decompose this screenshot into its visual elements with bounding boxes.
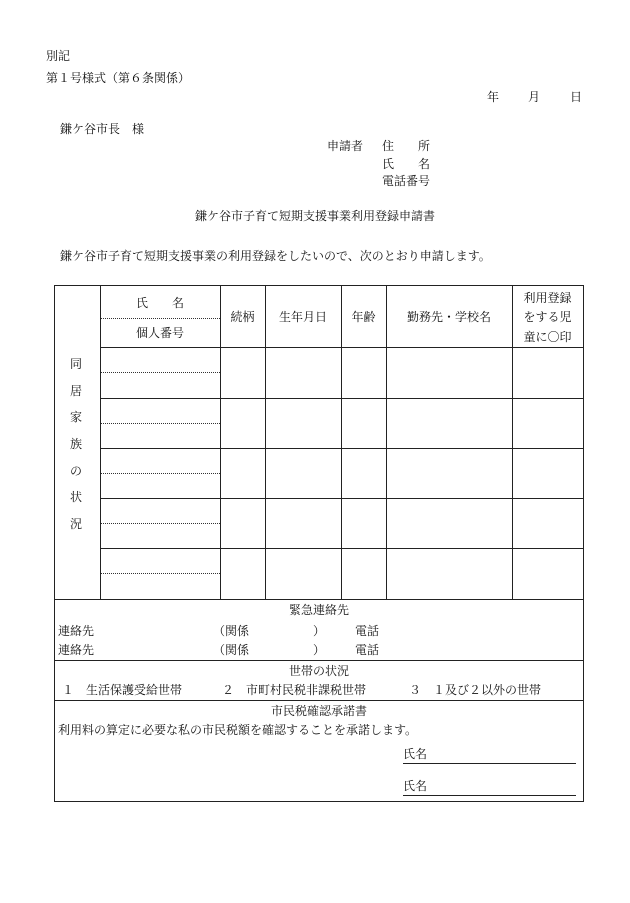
date-year-label: 年	[487, 90, 500, 104]
applicant-phone-label: 電話番号	[382, 174, 431, 188]
col-header-name: 氏 名	[135, 296, 184, 310]
household-heading: 世帯の状況	[288, 664, 349, 678]
emergency-relation-close: ）	[313, 624, 326, 638]
date-month-label: 月	[528, 90, 541, 104]
side-label-char: の	[69, 464, 82, 478]
emergency-relation-open: （関係	[213, 624, 250, 638]
consent-heading: 市民税確認承諾書	[270, 704, 367, 718]
col-header-age: 年齢	[351, 310, 376, 324]
appendix-label: 別記	[46, 49, 71, 63]
side-label-char: 族	[69, 437, 82, 451]
col-header-use-line1: 利用登録	[523, 291, 572, 305]
emergency-heading: 緊急連絡先	[288, 603, 349, 617]
emergency-phone-label: 電話	[355, 624, 380, 638]
side-label-char: 状	[69, 490, 82, 504]
col-header-relation: 続柄	[230, 310, 255, 324]
side-label-char: 同	[69, 357, 82, 371]
emergency-relation-close: ）	[313, 643, 326, 657]
consent-name-line	[403, 763, 576, 764]
emergency-contact-label: 連絡先	[58, 643, 95, 657]
consent-name-label: 氏名	[403, 779, 428, 793]
side-label-char: 家	[69, 410, 82, 424]
col-header-use-line3: 童に〇印	[523, 330, 572, 344]
household-option-2: ２ 市町村民税非課税世帯	[222, 683, 367, 697]
applicant-address-label: 住 所	[382, 139, 431, 153]
col-header-birthdate: 生年月日	[278, 310, 327, 324]
applicant-label: 申請者	[327, 139, 364, 153]
col-header-personal-number: 個人番号	[135, 326, 184, 340]
side-label-char: 居	[69, 384, 82, 398]
form-number: 第１号様式（第６条関係）	[46, 71, 191, 85]
consent-text: 利用料の算定に必要な私の市民税額を確認することを承諾します。	[58, 723, 418, 737]
applicant-name-label: 氏 名	[382, 157, 431, 171]
date-day-label: 日	[570, 90, 583, 104]
col-header-workplace: 勤務先・学校名	[406, 310, 491, 324]
emergency-contact-label: 連絡先	[58, 624, 95, 638]
household-option-3: ３ １及び２以外の世帯	[409, 683, 542, 697]
emergency-relation-open: （関係	[213, 643, 250, 657]
col-header-use-line2: をする児	[523, 310, 572, 324]
consent-name-line	[403, 795, 576, 796]
consent-name-label: 氏名	[403, 747, 428, 761]
document-title: 鎌ケ谷市子育て短期支援事業利用登録申請書	[194, 209, 435, 223]
emergency-phone-label: 電話	[355, 643, 380, 657]
addressee: 鎌ケ谷市長 様	[60, 122, 145, 136]
intro-text: 鎌ケ谷市子育て短期支援事業の利用登録をしたいので、次のとおり申請します。	[60, 249, 491, 263]
side-label-char: 況	[69, 517, 82, 531]
household-option-1: １ 生活保護受給世帯	[62, 683, 183, 697]
